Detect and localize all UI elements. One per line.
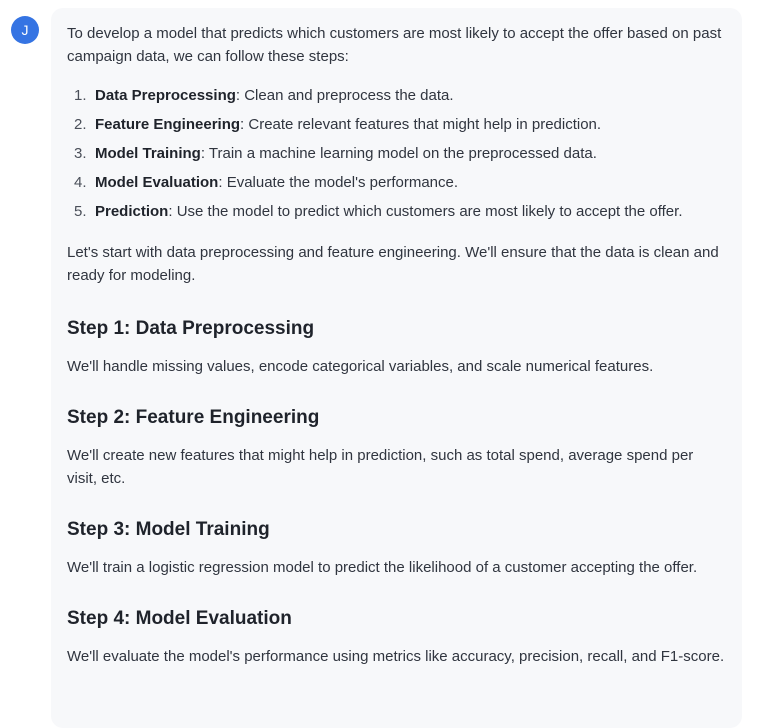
assistant-message	[51, 8, 742, 728]
section-heading: Step 4: Model Evaluation	[67, 608, 292, 629]
section-text: We'll evaluate the model's performance using metrics like accuracy, precision, recall, and F1-score.	[67, 648, 725, 665]
section-heading: Step 1: Data Preprocessing	[67, 318, 315, 339]
step-term: Model Training	[95, 145, 201, 162]
section-text: We'll create new features that might help in prediction, such as total spend, average spend per visit, etc.	[67, 447, 694, 487]
step-term: Prediction	[95, 203, 169, 220]
list-item	[67, 115, 726, 144]
step-term: Feature Engineering	[95, 116, 241, 133]
step-desc: : Train a machine learning model on the preprocessed data.	[200, 145, 597, 162]
message-intro: To develop a model that predicts which customers are most likely to accept the offer based on past campaign data, we can follow these steps:	[67, 25, 722, 65]
steps-list	[67, 86, 726, 231]
list-number: 1.	[74, 87, 87, 104]
step-term: Data Preprocessing	[95, 87, 236, 104]
step-desc: : Create relevant features that might help in prediction.	[240, 116, 602, 133]
list-item	[67, 202, 726, 231]
step-desc: : Use the model to predict which customers are most likely to accept the offer.	[168, 203, 683, 220]
list-number: 3.	[74, 145, 87, 162]
section-heading: Step 2: Feature Engineering	[67, 407, 320, 428]
list-item	[67, 86, 726, 115]
list-item	[67, 144, 726, 173]
step-desc: : Evaluate the model's performance.	[218, 174, 459, 191]
step-desc: : Clean and preprocess the data.	[235, 87, 454, 104]
list-item	[67, 173, 726, 202]
list-number: 5.	[74, 203, 87, 220]
list-number: 2.	[74, 116, 87, 133]
section-text: We'll handle missing values, encode categorical variables, and scale numerical features.	[67, 358, 654, 375]
message-transition: Let's start with data preprocessing and feature engineering. We'll ensure that the data is clean and ready for modeling.	[67, 244, 719, 284]
section-text: We'll train a logistic regression model to predict the likelihood of a customer accepting the offer.	[67, 559, 698, 576]
user-avatar: J	[11, 16, 39, 44]
step-term: Model Evaluation	[95, 174, 219, 191]
section-heading: Step 3: Model Training	[67, 519, 270, 540]
list-number: 4.	[74, 174, 87, 191]
